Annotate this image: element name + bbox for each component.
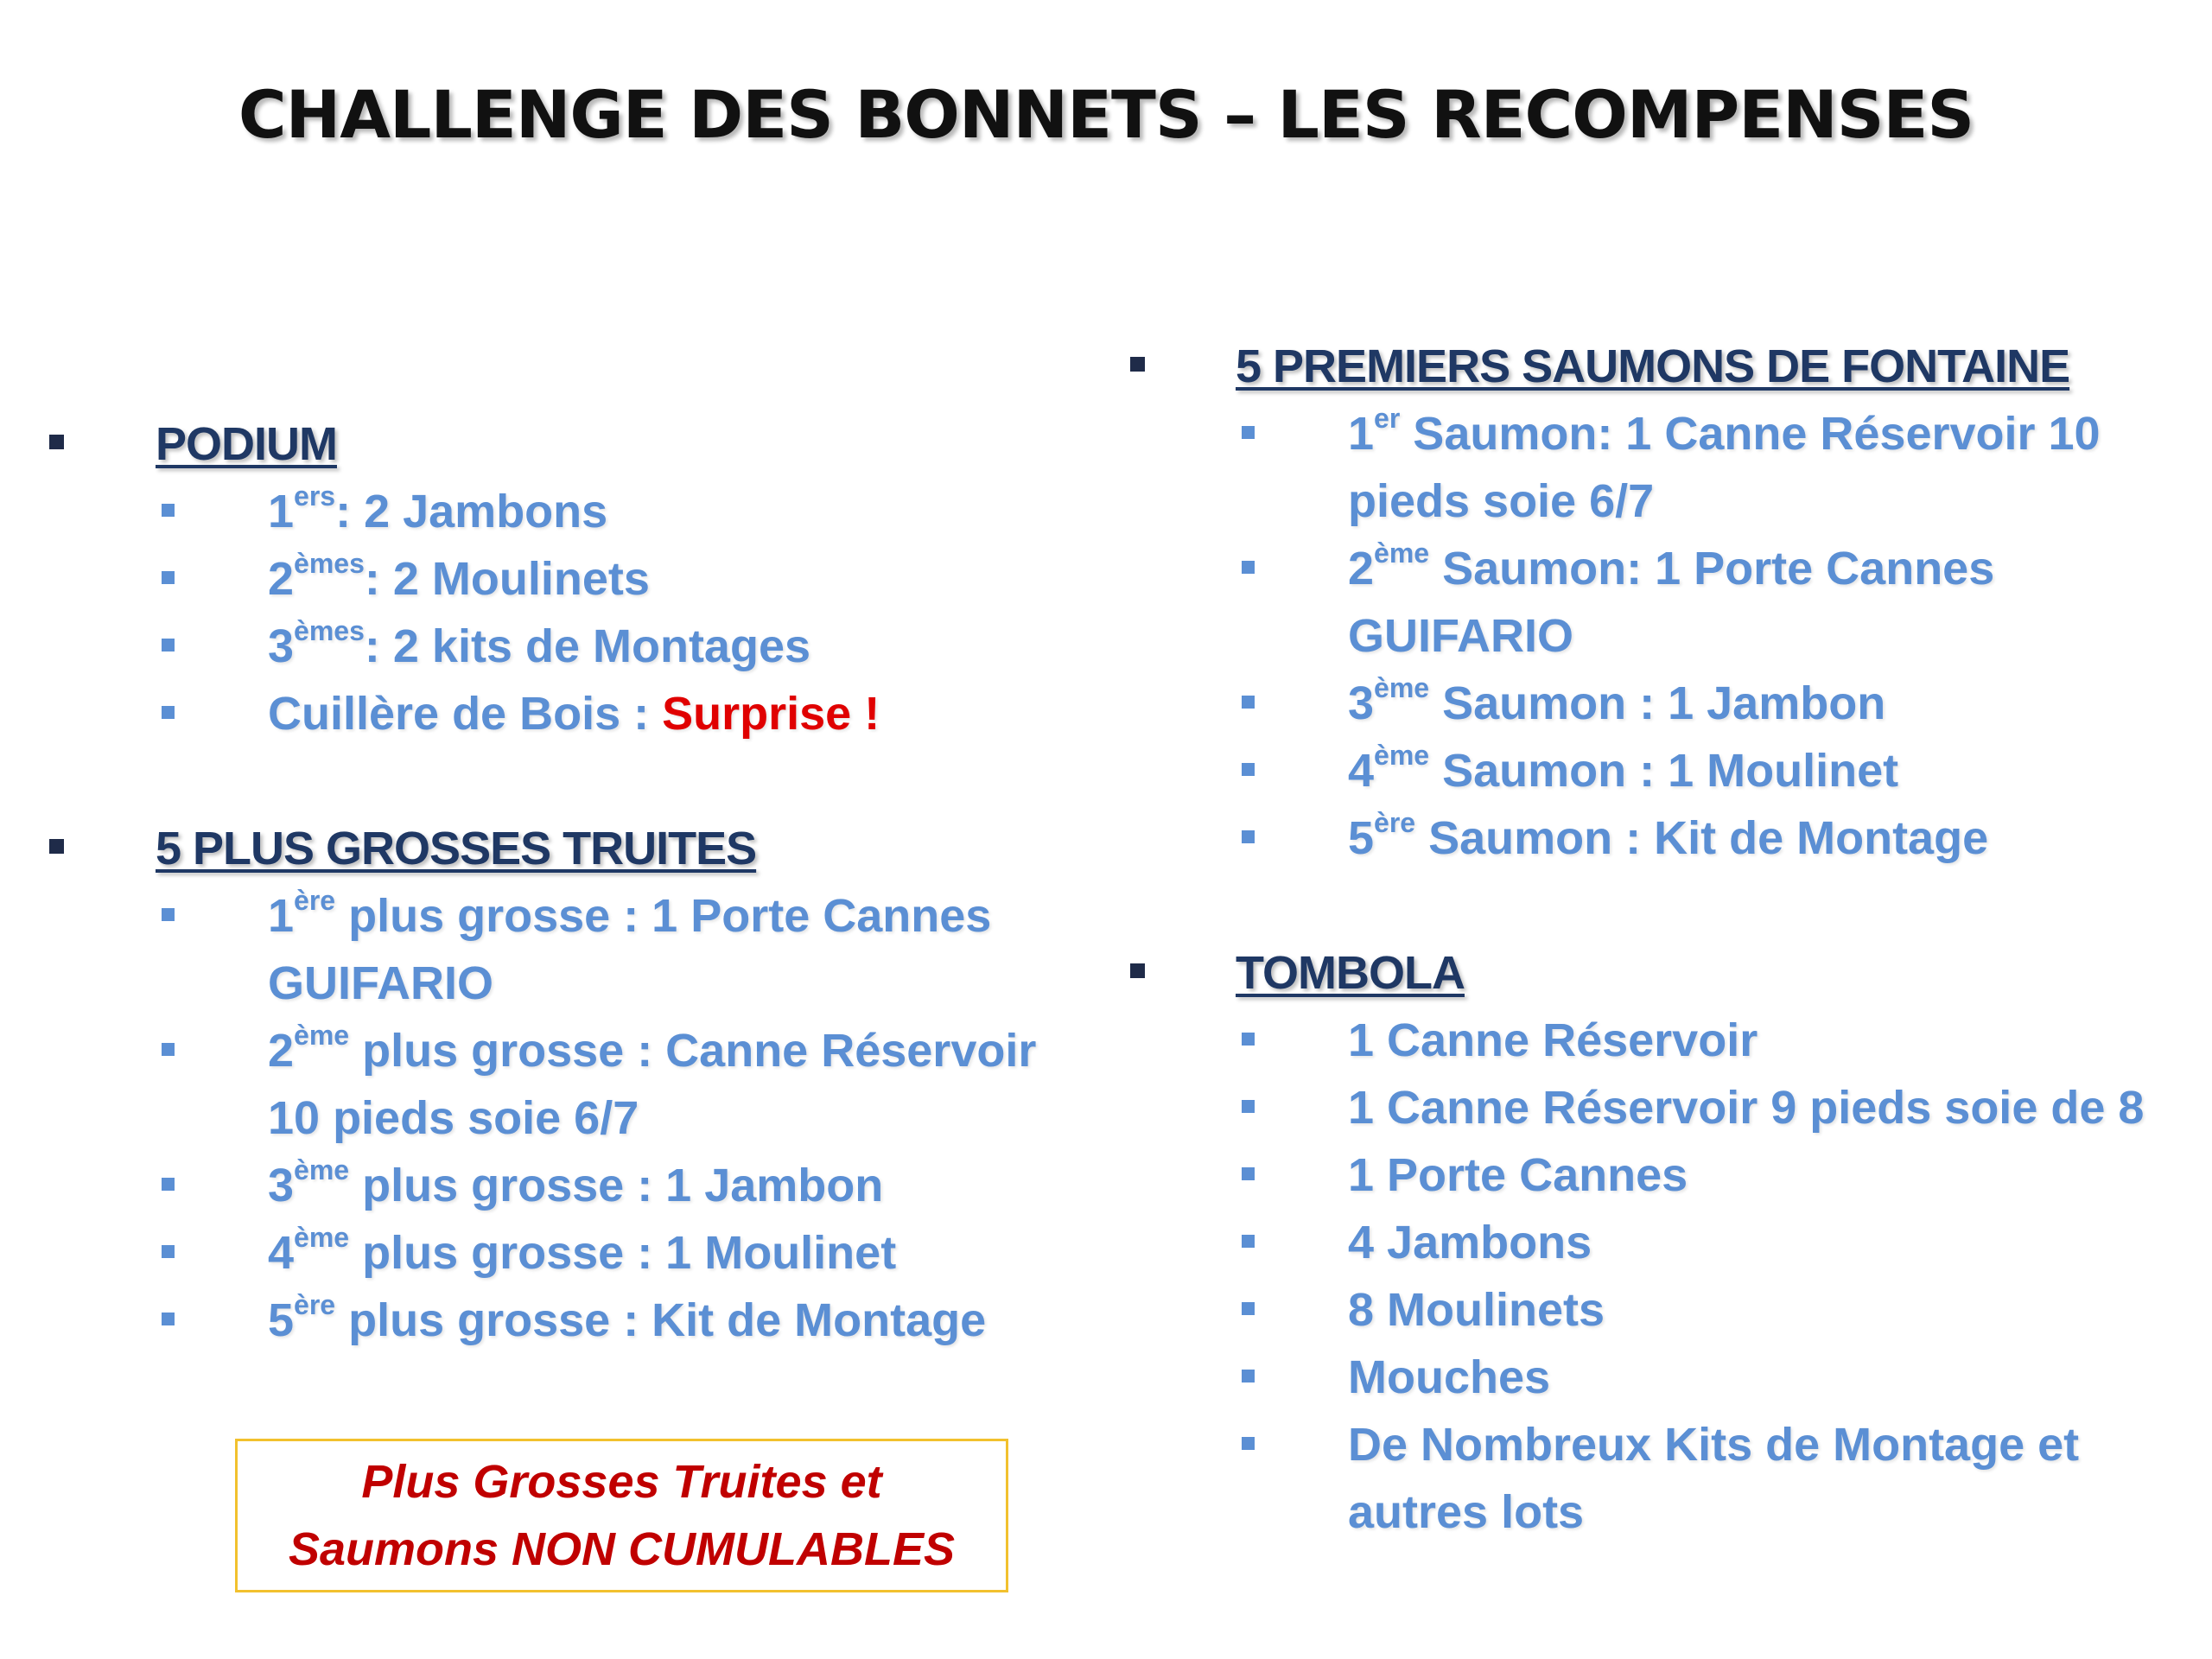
square-bullet-icon xyxy=(1242,1302,1255,1315)
rank-number: 1 xyxy=(268,890,295,942)
list-item xyxy=(0,478,1089,545)
prize-text: Mouches xyxy=(1348,1351,1551,1403)
left-column xyxy=(0,410,1089,1354)
list-item xyxy=(0,1017,1089,1152)
rank-suffix: èmes xyxy=(294,615,365,646)
rank-suffix: èmes xyxy=(294,548,365,579)
square-bullet-icon xyxy=(1130,963,1145,978)
list-item-text xyxy=(268,1152,1089,1219)
truites-list xyxy=(0,882,1089,1354)
square-bullet-icon xyxy=(1242,1437,1255,1450)
list-item xyxy=(1115,1141,2195,1209)
section-heading-saumons: 5 PREMIERS SAUMONS DE FONTAINE xyxy=(1236,340,2070,392)
rank-number: 4 xyxy=(1348,745,1375,797)
rank-number: 2 xyxy=(268,553,295,605)
saumons-list xyxy=(1115,400,2195,872)
square-bullet-icon xyxy=(49,839,64,854)
square-bullet-icon xyxy=(162,1313,175,1325)
prize-text: 1 Canne Réservoir 9 pieds soie de 8 xyxy=(1348,1082,2145,1134)
list-item xyxy=(1115,1074,2195,1141)
list-item xyxy=(1115,1209,2195,1276)
rank-number: 3 xyxy=(268,1160,295,1211)
rank-number: 1 xyxy=(1348,408,1375,460)
list-item xyxy=(0,1287,1089,1354)
prize-text: plus grosse : 1 Jambon xyxy=(349,1160,884,1211)
list-item-text xyxy=(268,1219,1089,1287)
rank-number: 5 xyxy=(1348,812,1375,864)
list-item-text xyxy=(1348,804,2190,872)
list-item-text xyxy=(1348,400,2190,535)
rank-number: 1 xyxy=(268,486,295,537)
list-item xyxy=(0,613,1089,680)
prize-text: Saumon: 1 Canne Réservoir 10 pieds soie 6/7 xyxy=(1348,408,2101,527)
rank-suffix: ème xyxy=(294,1154,350,1185)
prize-text: Cuillère de Bois : xyxy=(268,688,663,740)
list-item xyxy=(0,545,1089,613)
square-bullet-icon xyxy=(162,639,175,652)
section-heading-podium: PODIUM xyxy=(156,418,337,470)
page-title: CHALLENGE DES BONNETS – LES RECOMPENSES xyxy=(238,76,1974,153)
list-item-text xyxy=(268,882,1089,1017)
tombola-list xyxy=(1115,1007,2195,1546)
square-bullet-icon xyxy=(1242,426,1255,439)
prize-text: plus grosse : Kit de Montage xyxy=(335,1294,987,1346)
prize-text: Saumon : Kit de Montage xyxy=(1415,812,1989,864)
list-item xyxy=(0,882,1089,1017)
list-item xyxy=(1115,1007,2195,1074)
list-item xyxy=(1115,804,2195,872)
rank-suffix: ère xyxy=(294,1289,336,1320)
list-item-text xyxy=(1348,1276,2190,1344)
right-column xyxy=(1115,333,2195,1546)
list-item-text xyxy=(1348,1411,2190,1546)
rank-number: 2 xyxy=(268,1025,295,1077)
note-line-2: Saumons NON CUMULABLES xyxy=(288,1523,956,1575)
rank-number: 5 xyxy=(268,1294,295,1346)
list-item xyxy=(0,1152,1089,1219)
surprise-highlight: Surprise ! xyxy=(662,688,880,740)
prize-text: : 2 Moulinets xyxy=(364,553,650,605)
square-bullet-icon xyxy=(1242,1033,1255,1046)
prize-text: : 2 Jambons xyxy=(335,486,608,537)
rank-suffix: ers xyxy=(294,480,336,512)
list-item xyxy=(0,680,1089,747)
rank-suffix: ère xyxy=(294,885,336,916)
list-item-text xyxy=(1348,1209,2190,1276)
square-bullet-icon xyxy=(1242,1370,1255,1382)
rank-suffix: ème xyxy=(1374,672,1430,703)
list-item-text xyxy=(1348,535,2190,670)
list-item-text xyxy=(1348,1344,2190,1411)
list-item xyxy=(1115,1411,2195,1546)
note-line-1: Plus Grosses Truites et xyxy=(361,1456,882,1508)
list-item-text xyxy=(268,613,1089,680)
list-item-text xyxy=(1348,670,2190,737)
square-bullet-icon xyxy=(162,706,175,719)
square-bullet-icon xyxy=(1242,1235,1255,1248)
list-item xyxy=(1115,535,2195,670)
rank-suffix: ème xyxy=(1374,740,1430,771)
list-item xyxy=(1115,1276,2195,1344)
list-item-text xyxy=(1348,1007,2190,1074)
list-item-text xyxy=(1348,1141,2190,1209)
prize-text: 1 Porte Cannes xyxy=(1348,1149,1688,1201)
section-tombola xyxy=(1115,939,2195,1546)
rank-number: 3 xyxy=(268,620,295,672)
prize-text: plus grosse : Canne Réservoir 10 pieds soie 6/7 xyxy=(268,1025,1037,1144)
list-item xyxy=(1115,1344,2195,1411)
square-bullet-icon xyxy=(162,1043,175,1056)
rank-number: 4 xyxy=(268,1227,295,1279)
rank-suffix: ème xyxy=(294,1222,350,1253)
list-item-text xyxy=(268,545,1089,613)
square-bullet-icon xyxy=(1242,830,1255,843)
section-heading-tombola: TOMBOLA xyxy=(1236,947,1465,999)
rank-number: 2 xyxy=(1348,543,1375,594)
list-item xyxy=(1115,670,2195,737)
list-item-text xyxy=(268,680,1089,747)
rank-number: 3 xyxy=(1348,677,1375,729)
square-bullet-icon xyxy=(162,908,175,921)
section-saumons xyxy=(1115,333,2195,872)
square-bullet-icon xyxy=(1242,763,1255,776)
prize-text: Saumon : 1 Moulinet xyxy=(1429,745,1899,797)
prize-text: 4 Jambons xyxy=(1348,1217,1592,1268)
list-item xyxy=(1115,400,2195,535)
podium-list xyxy=(0,478,1089,747)
section-heading-truites: 5 PLUS GROSSES TRUITES xyxy=(156,823,757,874)
rank-suffix: ère xyxy=(1374,807,1416,838)
prize-text: Saumon : 1 Jambon xyxy=(1429,677,1886,729)
prize-text: Saumon: 1 Porte Cannes GUIFARIO xyxy=(1348,543,1995,662)
prize-text: : 2 kits de Montages xyxy=(364,620,811,672)
square-bullet-icon xyxy=(162,1178,175,1191)
prize-text: De Nombreux Kits de Montage et autres lots xyxy=(1348,1419,2080,1538)
section-podium xyxy=(0,410,1089,747)
list-item xyxy=(0,1219,1089,1287)
square-bullet-icon xyxy=(1242,1167,1255,1180)
prize-text: 1 Canne Réservoir xyxy=(1348,1014,1758,1066)
list-item-text xyxy=(268,1287,1089,1354)
section-truites xyxy=(0,815,1089,1354)
prize-text: 8 Moulinets xyxy=(1348,1284,1605,1336)
rank-suffix: ème xyxy=(1374,537,1430,569)
square-bullet-icon xyxy=(162,1245,175,1258)
square-bullet-icon xyxy=(49,435,64,449)
prize-text: plus grosse : 1 Moulinet xyxy=(349,1227,897,1279)
list-item-text xyxy=(1348,737,2190,804)
list-item-text xyxy=(268,478,1089,545)
square-bullet-icon xyxy=(1242,561,1255,574)
rank-suffix: er xyxy=(1374,403,1401,434)
list-item-text xyxy=(1348,1074,2190,1141)
square-bullet-icon xyxy=(162,504,175,517)
square-bullet-icon xyxy=(162,571,175,584)
square-bullet-icon xyxy=(1242,696,1255,709)
list-item xyxy=(1115,737,2195,804)
list-item-text xyxy=(268,1017,1089,1152)
non-cumulables-note xyxy=(235,1439,1008,1592)
square-bullet-icon xyxy=(1130,357,1145,372)
rank-suffix: ème xyxy=(294,1020,350,1051)
prize-text: plus grosse : 1 Porte Cannes GUIFARIO xyxy=(268,890,992,1009)
square-bullet-icon xyxy=(1242,1100,1255,1113)
